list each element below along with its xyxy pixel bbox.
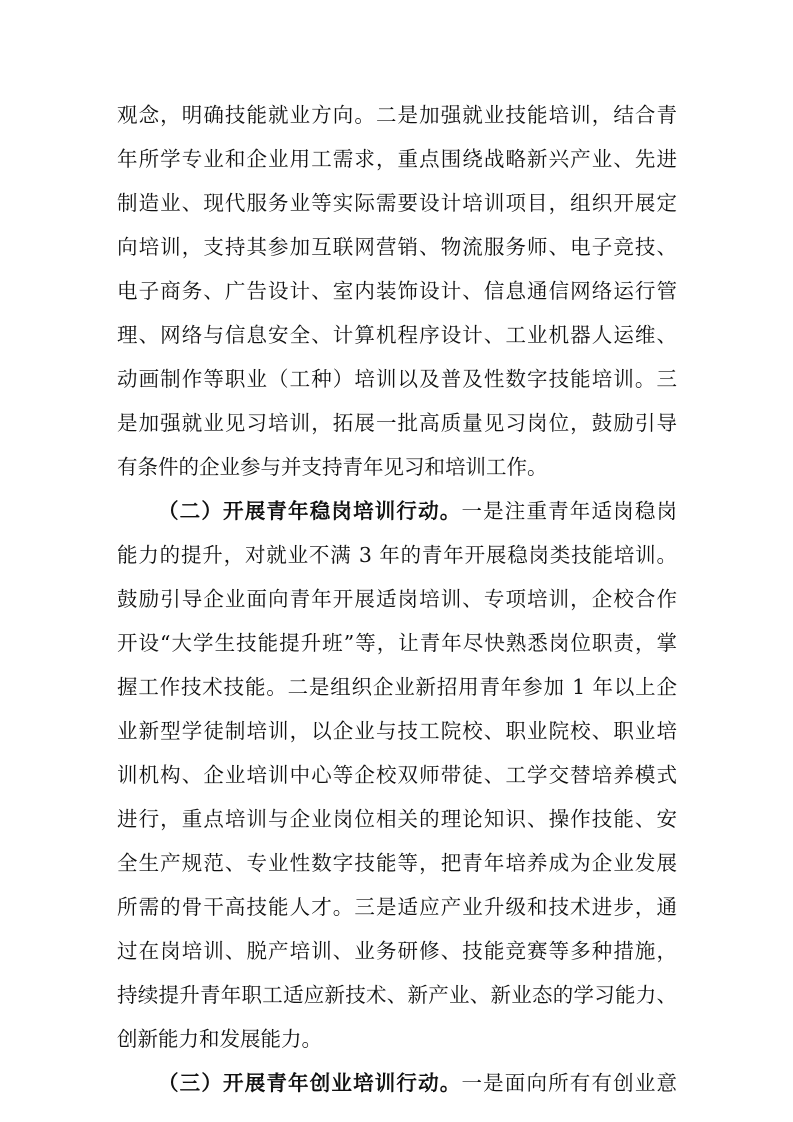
text-line-18: 全生产规范、专业性数字技能等，把青年培养成为企业发展 — [117, 851, 677, 875]
text-line-20: 过在岗培训、脱产培训、业务研修、技能竞赛等多种措施， — [117, 939, 677, 963]
section-3-heading: （三）开展青年创业培训行动。 — [158, 1071, 462, 1095]
text-line-6: 理、网络与信息安全、计算机程序设计、工业机器人运维、 — [117, 323, 677, 347]
text-line-2: 年所学专业和企业用工需求，重点围绕战略新兴产业、先进 — [117, 147, 677, 171]
text-line-7: 动画制作等职业（工种）培训以及普及性数字技能培训。三 — [117, 367, 677, 391]
text-line-19: 所需的骨干高技能人才。三是适应产业升级和技术进步，通 — [117, 895, 677, 919]
section-2-first-line — [158, 492, 677, 530]
text-line-8: 是加强就业见习培训，拓展一批高质量见习岗位，鼓励引导 — [117, 411, 677, 435]
text-line-3: 制造业、现代服务业等实际需要设计培训项目，组织开展定 — [117, 191, 677, 215]
text-line-4: 向培训，支持其参加互联网营销、物流服务师、电子竞技、 — [117, 235, 677, 259]
text-line-9: 有条件的企业参与并支持青年见习和培训工作。 — [117, 455, 548, 479]
text-line-12: 鼓励引导企业面向青年开展适岗培训、专项培训，企校合作 — [117, 587, 677, 611]
text-line-22: 创新能力和发展能力。 — [117, 1027, 322, 1051]
text-line-15: 业新型学徒制培训，以企业与技工院校、职业院校、职业培 — [117, 719, 677, 743]
section-2-heading: （二）开展青年稳岗培训行动。 — [158, 499, 462, 523]
text-line-17: 进行，重点培训与企业岗位相关的理论知识、操作技能、安 — [117, 807, 677, 831]
text-line-5: 电子商务、广告设计、室内装饰设计、信息通信网络运行管 — [117, 279, 677, 303]
text-line-21: 持续提升青年职工适应新技术、新产业、新业态的学习能力、 — [117, 983, 677, 1007]
section-3-lead-text: 一是面向所有有创业意 — [461, 1071, 677, 1095]
section-2-lead-text: 一是注重青年适岗稳岗 — [461, 499, 677, 523]
text-line-13: 开设“大学生技能提升班”等，让青年尽快熟悉岗位职责，掌 — [117, 631, 677, 655]
text-line-16: 训机构、企业培训中心等企校双师带徒、工学交替培养模式 — [117, 763, 677, 787]
text-line-11: 能力的提升，对就业不满 3 年的青年开展稳岗类技能培训。 — [117, 543, 677, 567]
text-line-1: 观念，明确技能就业方向。二是加强就业技能培训，结合青 — [117, 103, 677, 127]
text-line-14: 握工作技术技能。二是组织企业新招用青年参加 1 年以上企 — [117, 675, 677, 699]
section-3-first-line — [158, 1064, 677, 1102]
